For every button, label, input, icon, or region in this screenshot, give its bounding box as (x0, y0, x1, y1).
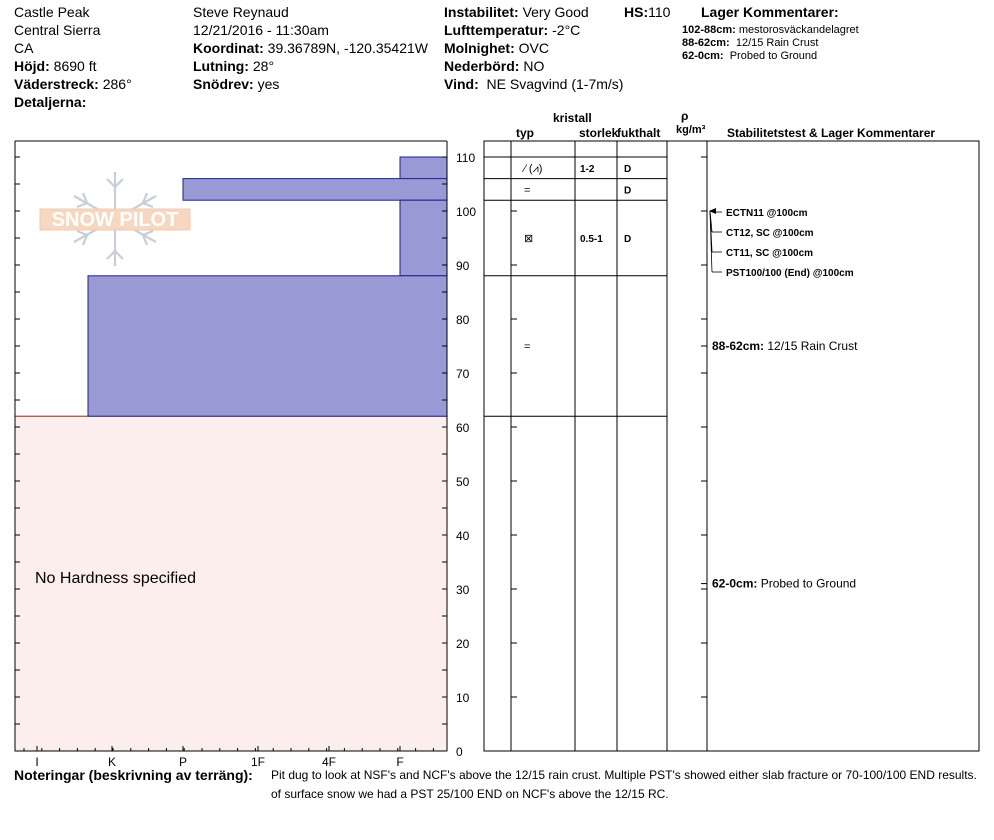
notes-line-2: of surface snow we had a PST 25/100 END on NCF's above the 12/15 RC. (271, 787, 669, 801)
hardness-bar-1 (183, 179, 447, 201)
notes-label: Noteringar (beskrivning av terräng): (14, 767, 253, 783)
hs-label: HS: (624, 4, 649, 20)
depth-tick-label: 50 (456, 475, 470, 489)
layer-moisture: D (624, 163, 632, 175)
stability-test-label: CT12, SC @100cm (726, 228, 814, 239)
sky-label: Molnighet: (444, 40, 515, 56)
depth-tick-label: 80 (456, 313, 470, 327)
layer-crystal-size: 1-2 (580, 163, 595, 175)
precip-value: NO (523, 58, 545, 74)
layer-crystal-type: ⊠ (524, 233, 534, 245)
layer-crystal-type: ⁄ (⩘) (524, 162, 543, 175)
slope-value: 28° (252, 58, 275, 74)
snowpilot-logo (40, 172, 190, 266)
size-header: storlek (579, 126, 619, 140)
instability-label: Instabilitet: (444, 4, 519, 20)
details-label: Detaljerna: (14, 94, 87, 110)
crystal-header: kristall (553, 111, 592, 125)
coord-value: 39.36789N, -120.35421W (267, 40, 428, 56)
layer-comment-3: 62-0cm: Probed to Ground (682, 50, 818, 62)
drift-label: Snödrev: (193, 76, 254, 92)
depth-tick-label: 0 (456, 745, 463, 759)
stability-test-label: PST100/100 (End) @100cm (726, 268, 854, 279)
layer-note (712, 577, 856, 591)
elevation-label: Höjd: (14, 58, 50, 74)
no-hardness-label: No Hardness specified (35, 570, 196, 587)
hardness-bar-2 (400, 200, 447, 276)
hardness-tick-label: K (107, 755, 117, 769)
layer-comments-title: Lager Kommentarer: (701, 4, 839, 20)
hardness-tick-label: F (396, 755, 404, 769)
precip-label: Nederbörd: (444, 58, 520, 74)
layer-moisture: D (624, 185, 632, 197)
type-header: typ (516, 126, 534, 140)
coord-label: Koordinat: (193, 40, 264, 56)
drift-value: yes (257, 76, 280, 92)
observer: Steve Reynaud (193, 4, 289, 20)
layer-moisture: D (624, 234, 632, 245)
layer-note-range: 88-62cm: (712, 339, 765, 353)
hardness-tick-label: P (178, 755, 188, 769)
density-symbol: ρ (681, 109, 689, 123)
slope-label: Lutning: (193, 58, 249, 74)
depth-tick-label: 40 (456, 529, 470, 543)
stability-test-label: ECTN11 @100cm (726, 208, 808, 219)
hardness-bar-3 (88, 276, 447, 416)
sky-value: OVC (518, 40, 549, 56)
hardness-profile (15, 157, 447, 751)
state: CA (14, 40, 34, 56)
stability-header: Stabilitetstest & Lager Kommentarer (727, 126, 936, 140)
hardness-tick-label: 1F (250, 755, 266, 769)
stability-tests (701, 208, 858, 591)
hardness-tick-label: I (35, 755, 39, 769)
logo-text: SNOW PILOT (51, 209, 179, 231)
depth-tick-label: 20 (456, 637, 470, 651)
location: Castle Peak (14, 4, 90, 20)
range: Central Sierra (14, 22, 101, 38)
elevation-value: 8690 ft (53, 58, 97, 74)
depth-tick-label: 70 (456, 367, 470, 381)
depth-tick-label: 30 (456, 583, 470, 597)
airtemp-label: Lufttemperatur: (444, 22, 549, 38)
moisture-header: fukthalt (617, 126, 661, 140)
layer-comment-2: 88-62cm: 12/15 Rain Crust (682, 37, 819, 49)
layer-crystal-type: = (524, 184, 531, 197)
layer-note-text: Probed to Ground (757, 576, 857, 591)
datetime: 12/21/2016 - 11:30am (193, 22, 329, 38)
aspect-label: Väderstreck: (14, 76, 99, 92)
depth-tick-label: 110 (456, 151, 476, 165)
hardness-tick-label: 4F (321, 755, 337, 769)
wind-label: Vind: (444, 76, 479, 92)
instability-value: Very Good (522, 4, 589, 20)
airtemp-value: -2°C (552, 22, 581, 38)
layer-crystal-type: = (524, 341, 531, 353)
layer-crystal-size: 0.5-1 (580, 234, 603, 245)
depth-tick-label: 100 (456, 205, 477, 219)
stability-test-label: CT11, SC @100cm (726, 248, 814, 259)
density-unit: kg/m³ (676, 124, 706, 136)
depth-tick-label: 60 (456, 421, 470, 435)
wind-value: NE Svagvind (1-7m/s) (486, 76, 624, 92)
layer-note (712, 339, 858, 353)
layer-comment-1: 102-88cm: mestorosväckandelagret (682, 24, 859, 36)
depth-tick-label: 90 (456, 259, 470, 273)
hs-value: 110 (648, 4, 671, 20)
layer-note-text: 12/15 Rain Crust (764, 339, 858, 353)
aspect-value: 286° (102, 76, 132, 92)
notes-line-1: Pit dug to look at NSF's and NCF's above the 12/15 rain crust. Multiple PST's showed either slab fracture or 70-100/100 END results. (271, 768, 977, 782)
layer-note-range: 62-0cm: (712, 576, 758, 591)
depth-tick-label: 10 (456, 691, 470, 705)
